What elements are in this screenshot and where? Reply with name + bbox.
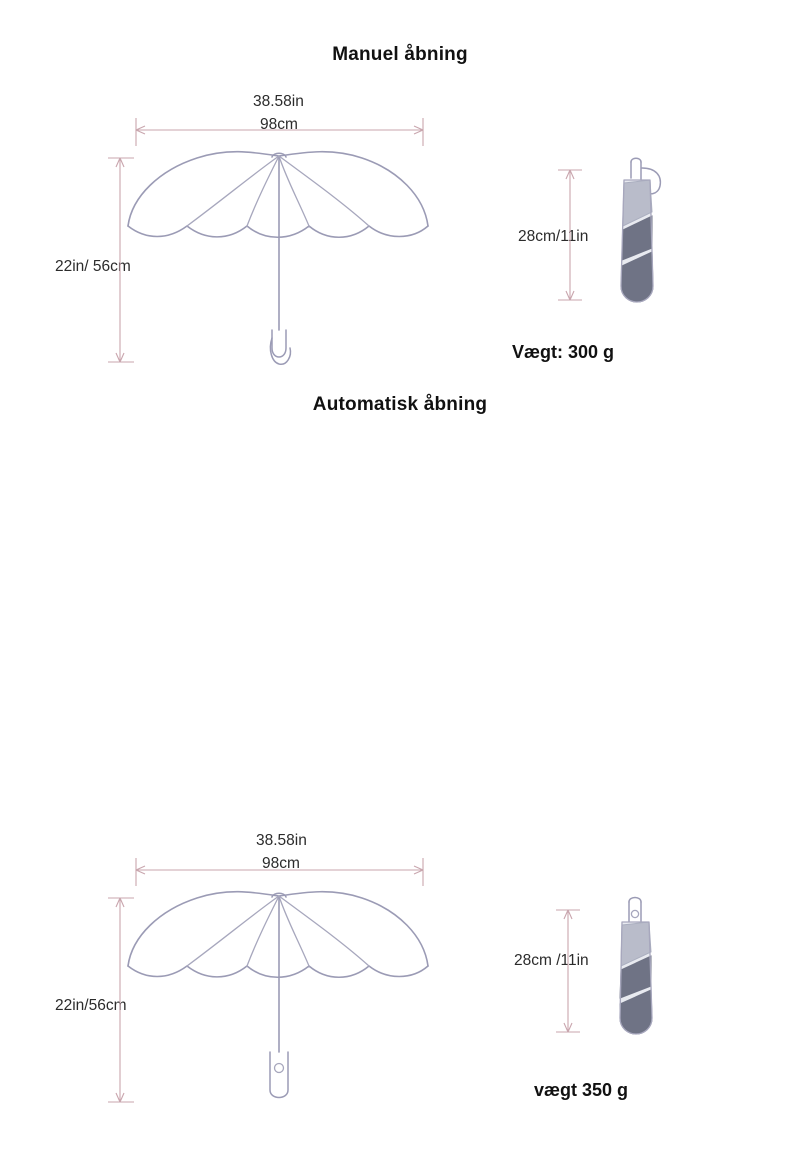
section-title-manual: Manuel åbning	[332, 44, 468, 65]
section-title-automatic: Automatisk åbning	[312, 394, 488, 415]
open-width-label-inches-manual: 38.58in	[253, 93, 304, 110]
folded-dimension-automatic	[556, 910, 580, 1032]
open-width-label-inches-automatic: 38.58in	[256, 832, 307, 849]
folded-umbrella-manual	[621, 158, 660, 302]
section-automatic	[0, 380, 800, 1100]
width-dimension-manual	[136, 118, 423, 146]
section-manual	[0, 0, 800, 380]
diagram-automatic	[0, 760, 800, 1160]
diagram-manual	[0, 0, 800, 380]
height-dimension-manual	[108, 158, 134, 362]
height-dimension-automatic	[108, 898, 134, 1102]
weight-label-automatic: vægt 350 g	[534, 1080, 629, 1100]
folded-umbrella-automatic	[620, 898, 652, 1035]
auto-open-button-icon	[275, 1064, 284, 1073]
folded-dimension-manual	[558, 170, 582, 300]
open-width-label-cm-automatic: 98cm	[262, 855, 300, 872]
width-dimension-automatic	[136, 858, 423, 886]
open-umbrella-automatic	[128, 892, 428, 1098]
auto-open-button-folded-icon	[631, 910, 638, 917]
open-height-label-manual: 22in/ 56cm	[55, 258, 131, 275]
folded-length-label-automatic: 28cm /11in	[514, 952, 589, 969]
open-height-label-automatic: 22in/56cm	[55, 997, 127, 1014]
open-umbrella-manual	[128, 152, 428, 365]
folded-length-label-manual: 28cm/11in	[518, 228, 589, 245]
open-width-label-cm-manual: 98cm	[260, 116, 298, 133]
weight-label-manual: Vægt: 300 g	[512, 342, 615, 362]
